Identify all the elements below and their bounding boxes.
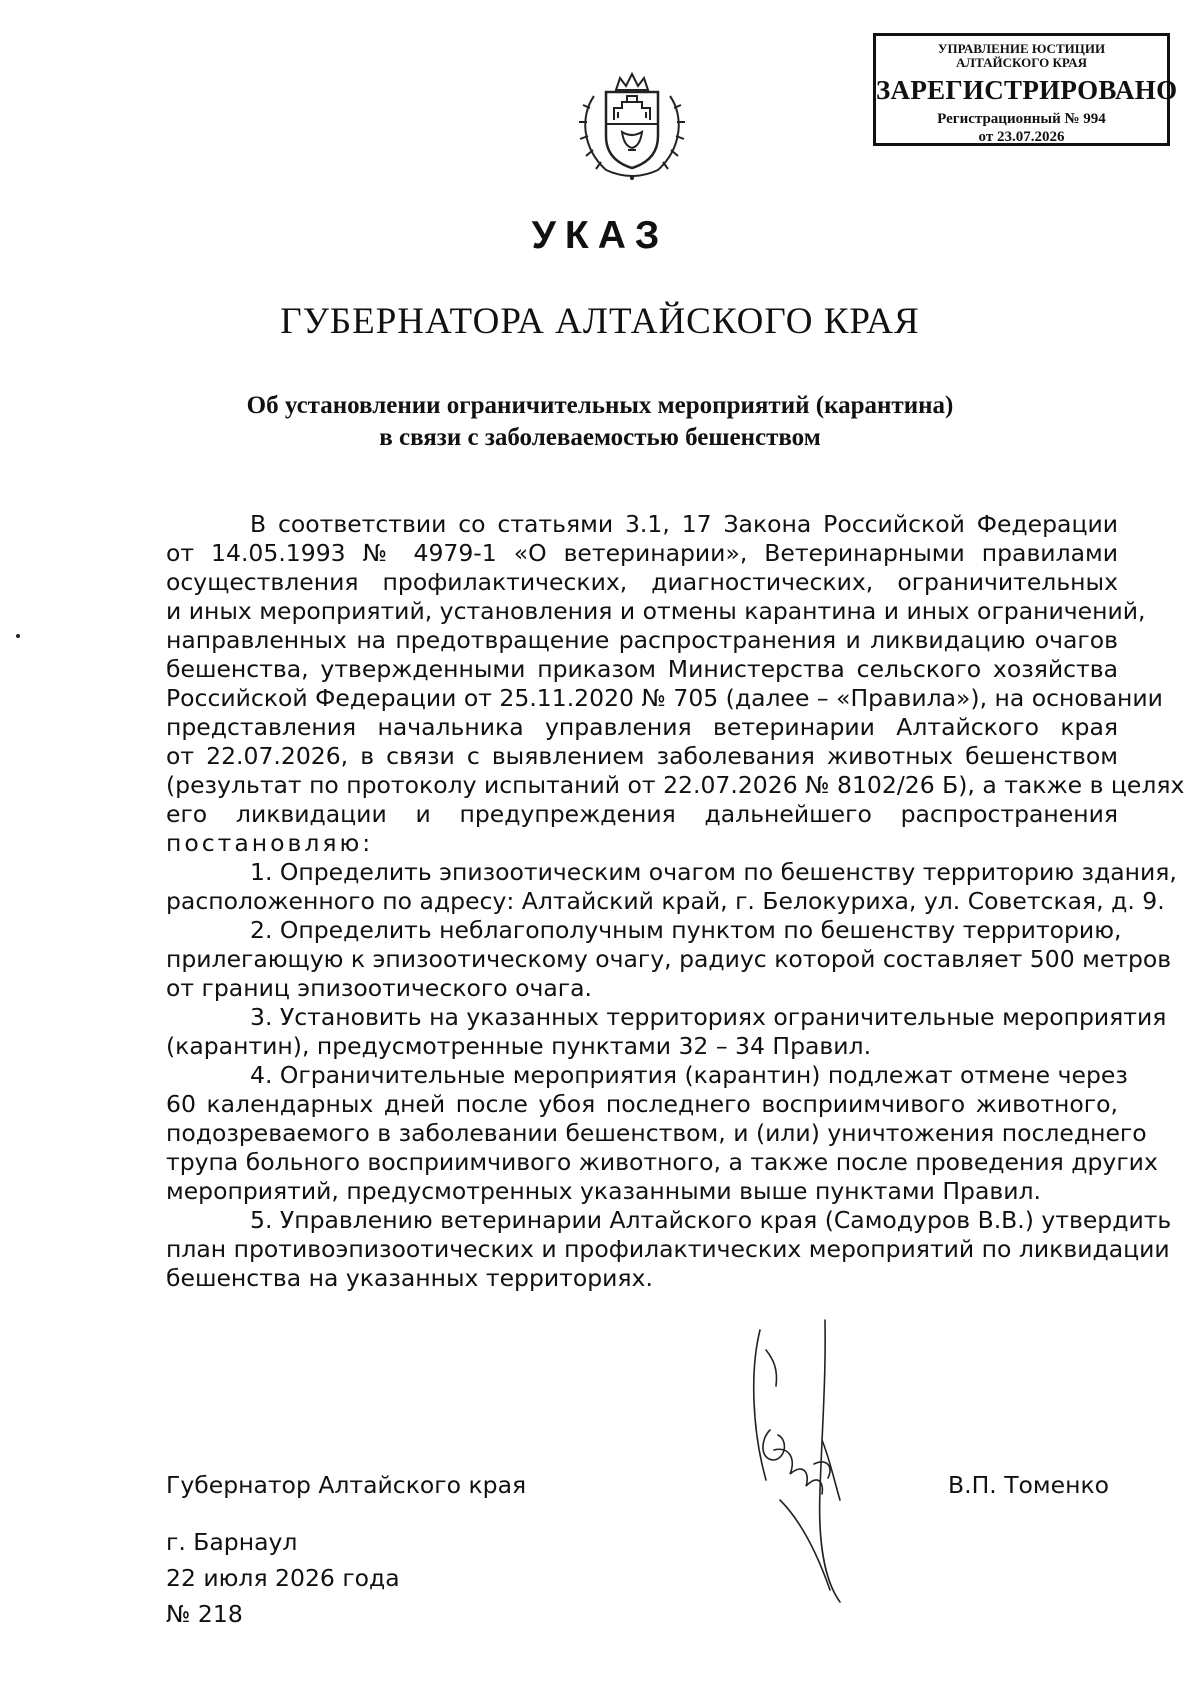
text-line: 60 календарных дней после убоя последнего восприимчивого животного, [166, 1090, 1118, 1118]
document-issuer-title: ГУБЕРНАТОРА АЛТАЙСКОГО КРАЯ [280, 301, 920, 342]
scan-speck [16, 634, 20, 638]
decree-word: постановляю: [166, 829, 374, 857]
decree-item-2 [166, 916, 1172, 1003]
text-line: прилегающую к эпизоотическому очагу, радиус которой составляет 500 метров [166, 945, 1172, 973]
subject-line-2: в связи с заболеваемостью бешенством [379, 424, 821, 451]
text-line: 3. Установить на указанных территориях ограничительные мероприятия [250, 1003, 1167, 1031]
stamp-registered-label: ЗАРЕГИСТРИРОВАНО [876, 75, 1178, 105]
document-subject [0, 390, 1200, 454]
text-line: от 22.07.2026, в связи с выявлением заболевания животных бешенством [166, 742, 1118, 770]
text-line: (карантин), предусмотренные пунктами 32 – 34 Правил. [166, 1032, 872, 1060]
text-line: мероприятий, предусмотренных указанными выше пунктами Правил. [166, 1177, 1041, 1205]
stamp-registration-date: от 23.07.2026 [978, 129, 1065, 145]
stamp-registration-number: Регистрационный № 994 [937, 111, 1106, 127]
coat-of-arms-icon [572, 66, 692, 186]
decree-item-1 [166, 858, 1177, 916]
subject-line-1: Об установлении ограничительных мероприятий (карантина) [246, 392, 954, 419]
text-line: 1. Определить эпизоотическим очагом по бешенству территорию здания, [250, 858, 1177, 886]
handwritten-signature [730, 1290, 920, 1610]
text-line: направленных на предотвращение распространения и ликвидацию очагов [166, 626, 1118, 654]
issue-date: 22 июля 2026 года [166, 1564, 400, 1592]
document-number: № 218 [166, 1600, 243, 1628]
document-body [166, 510, 1185, 1293]
preamble-paragraph [166, 510, 1185, 858]
text-line: от границ эпизоотического очага. [166, 974, 592, 1002]
decree-item-3 [166, 1003, 1167, 1061]
issue-place: г. Барнаул [166, 1528, 298, 1556]
signatory-name: В.П. Томенко [948, 1471, 1110, 1499]
text-line: Российской Федерации от 25.11.2020 № 705 (далее – «Правила»), на основании [166, 684, 1163, 712]
decree-item-5 [166, 1206, 1172, 1293]
text-line: осуществления профилактических, диагностических, ограничительных [166, 568, 1118, 596]
stamp-authority-line1: УПРАВЛЕНИЕ ЮСТИЦИИ [937, 41, 1106, 56]
text-line: план противоэпизоотических и профилактических мероприятий по ликвидации [166, 1235, 1170, 1263]
text-line: расположенного по адресу: Алтайский край, г. Белокуриха, ул. Советская, д. 9. [166, 887, 1165, 915]
text-line: и иных мероприятий, установления и отмены карантина и иных ограничений, [166, 597, 1146, 625]
text-line: его ликвидации и предупреждения дальнейшего распространения [166, 800, 1118, 828]
document-type-title: УКАЗ [531, 214, 669, 257]
registration-stamp [873, 33, 1178, 146]
text-line: 5. Управлению ветеринарии Алтайского края (Самодуров В.В.) утвердить [250, 1206, 1172, 1234]
text-line: В соответствии со статьями 3.1, 17 Закона Российской Федерации [250, 510, 1118, 538]
text-line: 2. Определить неблагополучным пунктом по бешенству территорию, [250, 916, 1122, 944]
text-line: (результат по протоколу испытаний от 22.07.2026 № 8102/26 Б), а также в целях [166, 771, 1185, 799]
signatory-position: Губернатор Алтайского края [166, 1471, 527, 1499]
decree-item-4 [166, 1061, 1158, 1206]
text-line: подозреваемого в заболевании бешенством, и (или) уничтожения последнего [166, 1119, 1147, 1147]
text-line: бешенства, утвержденными приказом Министерства сельского хозяйства [166, 655, 1118, 683]
text-line: от 14.05.1993 № 4979-1 «О ветеринарии», Ветеринарными правилами [166, 539, 1118, 567]
text-line: трупа больного восприимчивого животного, а также после проведения других [166, 1148, 1158, 1176]
text-line: 4. Ограничительные мероприятия (карантин) подлежат отмене через [250, 1061, 1128, 1089]
text-line: представления начальника управления ветеринарии Алтайского края [166, 713, 1118, 741]
text-line: бешенства на указанных территориях. [166, 1264, 653, 1292]
stamp-authority-line2: АЛТАЙСКОГО КРАЯ [956, 55, 1087, 70]
